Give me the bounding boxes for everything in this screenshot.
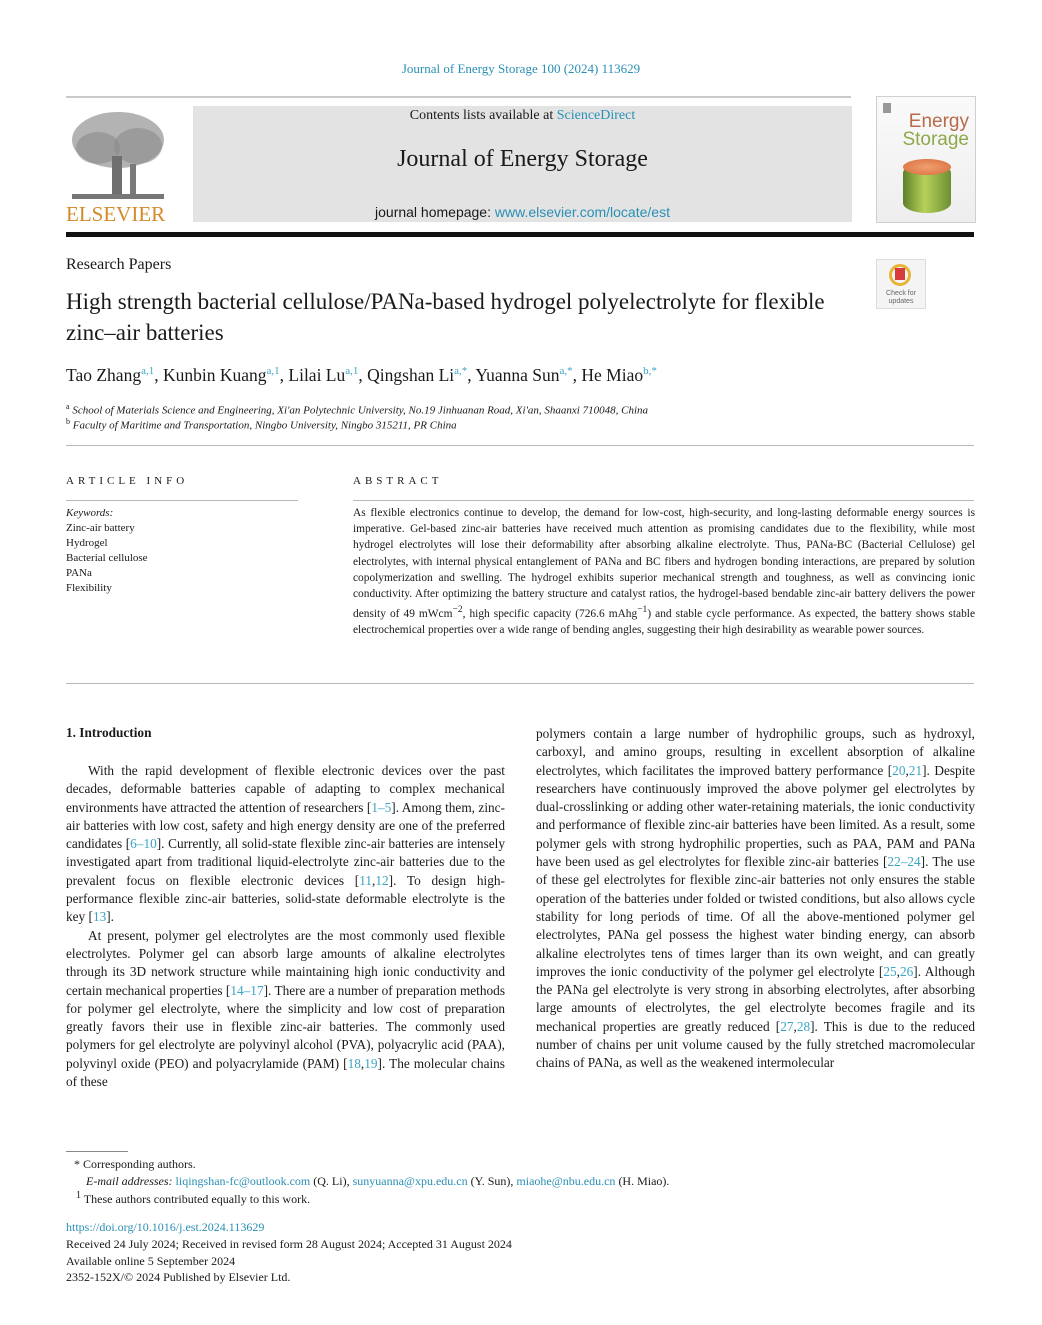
- keyword[interactable]: Bacterial cellulose: [66, 552, 148, 564]
- article-title: High strength bacterial cellulose/PANa-based hydrogel polyelectrolyte for flexible zinc–air batteries: [66, 289, 825, 345]
- available-online: Available online 5 September 2024: [66, 1253, 236, 1268]
- footnote-mark: *: [74, 1157, 80, 1171]
- affiliation-mark: b: [66, 417, 70, 426]
- body-left-column: [66, 762, 505, 1091]
- keywords-block: [66, 506, 148, 596]
- citation-link[interactable]: 26: [900, 963, 914, 979]
- body-text: At present, polymer gel electrolytes are the most commonly used flexible electrolytes. Polymer gel can absorb large amounts of alkaline electrolytes through its 3D network structure while maintaining high ionic conductivity and certain mechanical properties [: [66, 927, 505, 998]
- keyword[interactable]: Zinc-air battery: [66, 522, 135, 534]
- homepage-line: [193, 204, 852, 220]
- citation-link[interactable]: 28: [796, 1018, 811, 1034]
- citation-link[interactable]: 18: [347, 1055, 361, 1071]
- body-paragraph: [66, 762, 505, 927]
- homepage-prefix: journal homepage:: [375, 204, 495, 220]
- keyword[interactable]: Flexibility: [66, 582, 112, 594]
- citation-link[interactable]: 6–10: [130, 836, 157, 852]
- author-name[interactable]: Tao Zhang: [66, 365, 142, 385]
- body-text: ]. The use of these gel electrolytes for flexible zinc-air batteries not only ensures the stable operation of the batteries under folded or twisted conditions, but also allows cycle stability for long periods of time. Of all the above-mentioned polymer gel electrolytes, PANa gel possess the highest water binding energy, can absorb alkaline electrolytes tens of times larger than its own weight, and can greatly improves the ionic conductivity of the polymer gel electrolyte [: [536, 854, 975, 979]
- article-info-heading: ARTICLE INFO: [66, 475, 189, 487]
- history-dates: Received 24 July 2024; Received in revised form 28 August 2024; Accepted 31 August 2024: [66, 1236, 512, 1251]
- cover-battery-top: [903, 159, 951, 175]
- abstract-sup-1: −2: [452, 605, 463, 616]
- email-owner: (H. Miao).: [615, 1174, 670, 1188]
- body-text: ,: [896, 963, 900, 979]
- abstract-divider: [353, 500, 974, 501]
- cover-title-line1: Energy: [908, 111, 969, 132]
- introduction-heading: 1. Introduction: [66, 725, 152, 740]
- journal-reference[interactable]: Journal of Energy Storage 100 (2024) 113629: [401, 61, 641, 76]
- abstract-text-1: As flexible electronics continue to develop, the demand for low-cost, high-security, and long-lasting deformable energy sources is imperative. Gel-based zinc-air batteries have received much attention as promising candidates due to the flexibility, while most hydrogel electrolytes will lose their deformability after absorbing alkaline electrolyte. Thus, PANa-BC (Bacterial Cellulose) gel electrolytes, with internal physical entanglement of PANa and BC fibers and hydrogen bonding interactions, are prepared by solution copolymerization and swelling. The hydrogel exhibits superior mechanical strength and toughness, as well as convincing ionic conductivity. After optimizing the battery structure and catalyst ratios, the hydrogel-based bendable zinc-air battery delivers the power density of 49 mWcm: [353, 507, 975, 621]
- author-name[interactable]: Kunbin Kuang: [162, 365, 267, 385]
- footnote-text: Corresponding authors.: [83, 1157, 196, 1171]
- elsevier-tree-icon: [68, 108, 168, 202]
- sciencedirect-link[interactable]: ScienceDirect: [556, 108, 636, 123]
- equal-contribution-footnote: [66, 1190, 310, 1207]
- elsevier-logo[interactable]: [66, 106, 178, 224]
- email-link[interactable]: sunyuanna@xpu.edu.cn: [352, 1174, 468, 1188]
- citation-link[interactable]: 22–24: [887, 854, 921, 870]
- crossmark-flag-icon: [895, 268, 905, 280]
- abstract-paragraph: [353, 505, 975, 638]
- citation-link[interactable]: 25: [883, 963, 897, 979]
- affiliation-text: School of Materials Science and Engineering, Xi'an Polytechnic University, No.19 Jinhuanan Road, Xi'an, Shaanxi 710048, China: [72, 404, 649, 417]
- citation-link[interactable]: 12: [375, 872, 389, 888]
- contents-prefix: Contents lists available at: [409, 108, 557, 123]
- citation-link[interactable]: 1–5: [371, 799, 392, 815]
- homepage-link[interactable]: www.elsevier.com/locate/est: [494, 204, 670, 220]
- author-affiliation-mark[interactable]: a,*: [559, 365, 573, 378]
- author-affiliation-mark[interactable]: a,1: [141, 365, 155, 378]
- abstract-text-2: , high specific capacity (726.6 mAhg: [462, 608, 638, 621]
- email-link[interactable]: liqingshan-fc@outlook.com: [175, 1174, 311, 1188]
- body-text: ]. To design high-performance flexible zinc-air batteries, solid-state deformable electrolyte is the key [: [66, 872, 505, 925]
- article-info-divider: [66, 500, 298, 501]
- journal-title: Journal of Energy Storage: [397, 146, 648, 172]
- author-affiliation-mark[interactable]: a,1: [266, 365, 280, 378]
- body-right-column: [536, 725, 975, 1073]
- citation-link[interactable]: 20: [892, 762, 906, 778]
- author-list: Tao Zhang$^{a,1}$, Kunbin Kuang$^{a,1}$, Lilai Lu$^{a,1}$, Qingshan $Li^{a,*}$, Yuanna Sun$^{a,*}$, He Miao$^{b,*}$: [66, 365, 657, 385]
- affiliation-divider: [66, 445, 974, 446]
- affiliation-text: Faculty of Maritime and Transportation, Ningbo University, Ningbo 315211, PR China: [72, 419, 457, 432]
- cover-logo-icon: [883, 103, 891, 113]
- body-text: ]. Among them, zinc-air batteries with low cost, safety and high energy density are one of the preferred candidates [: [66, 799, 505, 852]
- email-label: E-mail addresses:: [86, 1174, 176, 1188]
- author-affiliation-mark[interactable]: a,1: [345, 365, 359, 378]
- contents-line: [193, 108, 852, 124]
- email-owner: (Q. Li),: [310, 1174, 353, 1188]
- author-affiliation-mark[interactable]: b,*: [643, 365, 657, 378]
- keyword[interactable]: PANa: [66, 567, 92, 579]
- footnote-mark: 1: [76, 1190, 81, 1201]
- email-footnote: [86, 1174, 669, 1189]
- body-text: polymers contain a large number of hydrophilic groups, such as hydroxyl, carboxyl, and amino groups, resulting in excellent absorption of alkaline electrolytes, which facilitates the improved battery performance [: [536, 726, 975, 778]
- body-paragraph: [536, 725, 975, 1073]
- doi-link[interactable]: https://doi.org/10.1016/j.est.2024.113629: [66, 1220, 265, 1234]
- body-text: ,: [372, 872, 376, 888]
- abstract-heading: ABSTRACT: [353, 475, 443, 487]
- body-text: ,: [793, 1018, 797, 1034]
- email-owner: (Y. Sun),: [467, 1174, 517, 1188]
- corresponding-footnote: [66, 1157, 196, 1172]
- author-name[interactable]: Lilai Lu: [288, 365, 346, 385]
- abstract-bottom-divider: [66, 683, 974, 684]
- body-text: ]. The molecular chains of these: [66, 1055, 505, 1090]
- elsevier-wordmark: ELSEVIER: [66, 202, 166, 226]
- body-text: ,: [905, 762, 909, 778]
- citation-link[interactable]: 27: [780, 1018, 794, 1034]
- check-for-updates-button[interactable]: [876, 259, 926, 309]
- footnote-text: These authors contributed equally to this work.: [83, 1192, 311, 1206]
- body-paragraph: [66, 927, 505, 1092]
- affiliation-mark: a: [66, 402, 70, 411]
- email-link[interactable]: miaohe@nbu.edu.cn: [516, 1174, 616, 1188]
- journal-cover[interactable]: [876, 96, 976, 223]
- body-text: ]. Although the PANa gel electrolyte is very strong in absorbing electrolytes, after absorbing large amounts of electrolytes, the gel electrolyte becomes fragile and its mechanical properties are greatly reduced [: [536, 963, 976, 1034]
- body-text: ]. Currently, all solid-state flexible zinc-air batteries are intensely investigated apart from traditional liquid-electrolyte zinc-air batteries due to the prevalent focus on flexible electronic devices [: [66, 836, 506, 888]
- abstract-sup-2: −1: [637, 605, 648, 616]
- body-text: With the rapid development of flexible electronic devices over the past decades, deformable batteries capable of adapting to complex mechanical environments have attracted the attention of researchers [: [66, 763, 505, 815]
- citation-link[interactable]: 14–17: [230, 982, 264, 998]
- citation-link[interactable]: 19: [364, 1055, 378, 1071]
- body-text: ]. There are a number of preparation methods for polymer gel electrolyte, where the simplicity and low cost of preparation greatly favors their use in flexible zinc-air batteries. The commonly used polymers for gel electrolyte are polyvinyl alcohol (PVA), polyacrylic acid (PAA), polyvinyl oxide (PEO) and polyacrylamide (PAM) [: [66, 982, 505, 1071]
- affiliation-b: [66, 417, 457, 432]
- keywords-label: Keywords:: [66, 507, 114, 519]
- journal-banner: [193, 106, 852, 222]
- citation-link[interactable]: 13: [92, 909, 107, 925]
- header-divider: [66, 96, 851, 98]
- citation-link[interactable]: 21: [908, 762, 923, 778]
- header-thick-divider: [66, 232, 974, 237]
- body-text: ].: [106, 909, 115, 925]
- publication-meta: [66, 1219, 512, 1286]
- cover-title-line2: Storage: [902, 129, 969, 150]
- body-text: ]. Despite researchers have continuously improved the above polymer gel electrolytes by dual-crosslinking or adding other water-retaining materials, the ionic conductivity and performance of flexible zinc-air batteries have been limited. As a result, some polymer gels with strong hydrophilic properties, such as PAA, PAM and PANa have been used as gel electrolytes for flexible zinc-air batteries [: [536, 762, 975, 870]
- footnote-divider: [66, 1151, 128, 1152]
- abstract-text-3: ) and stable cycle performance. As expected, the battery shows stable electrochemical properties over a wide range of bending angles, suggesting their high desirability as wearable power sources.: [353, 608, 975, 637]
- citation-link[interactable]: 11: [359, 872, 373, 888]
- author-name[interactable]: Yuanna Sun: [475, 365, 560, 385]
- keyword[interactable]: Hydrogel: [66, 537, 108, 549]
- copyright: 2352-152X/© 2024 Published by Elsevier Ltd.: [66, 1270, 291, 1285]
- author-name[interactable]: Qingshan Li: [367, 365, 455, 385]
- affiliation-a: [66, 402, 648, 417]
- body-text: ,: [360, 1055, 365, 1071]
- crossmark-label: Check for updates: [886, 290, 916, 305]
- body-text: ]. This is due to the reduced number of chains per unit volume caused by the fully stretched macromolecular chains of PANa, as well as the weakened intermolecular: [536, 1018, 975, 1071]
- author-affiliation-mark[interactable]: a,*: [454, 365, 468, 378]
- article-type: Research Papers: [66, 256, 172, 273]
- author-name[interactable]: He Miao: [581, 365, 644, 385]
- abstract-body: [353, 505, 975, 638]
